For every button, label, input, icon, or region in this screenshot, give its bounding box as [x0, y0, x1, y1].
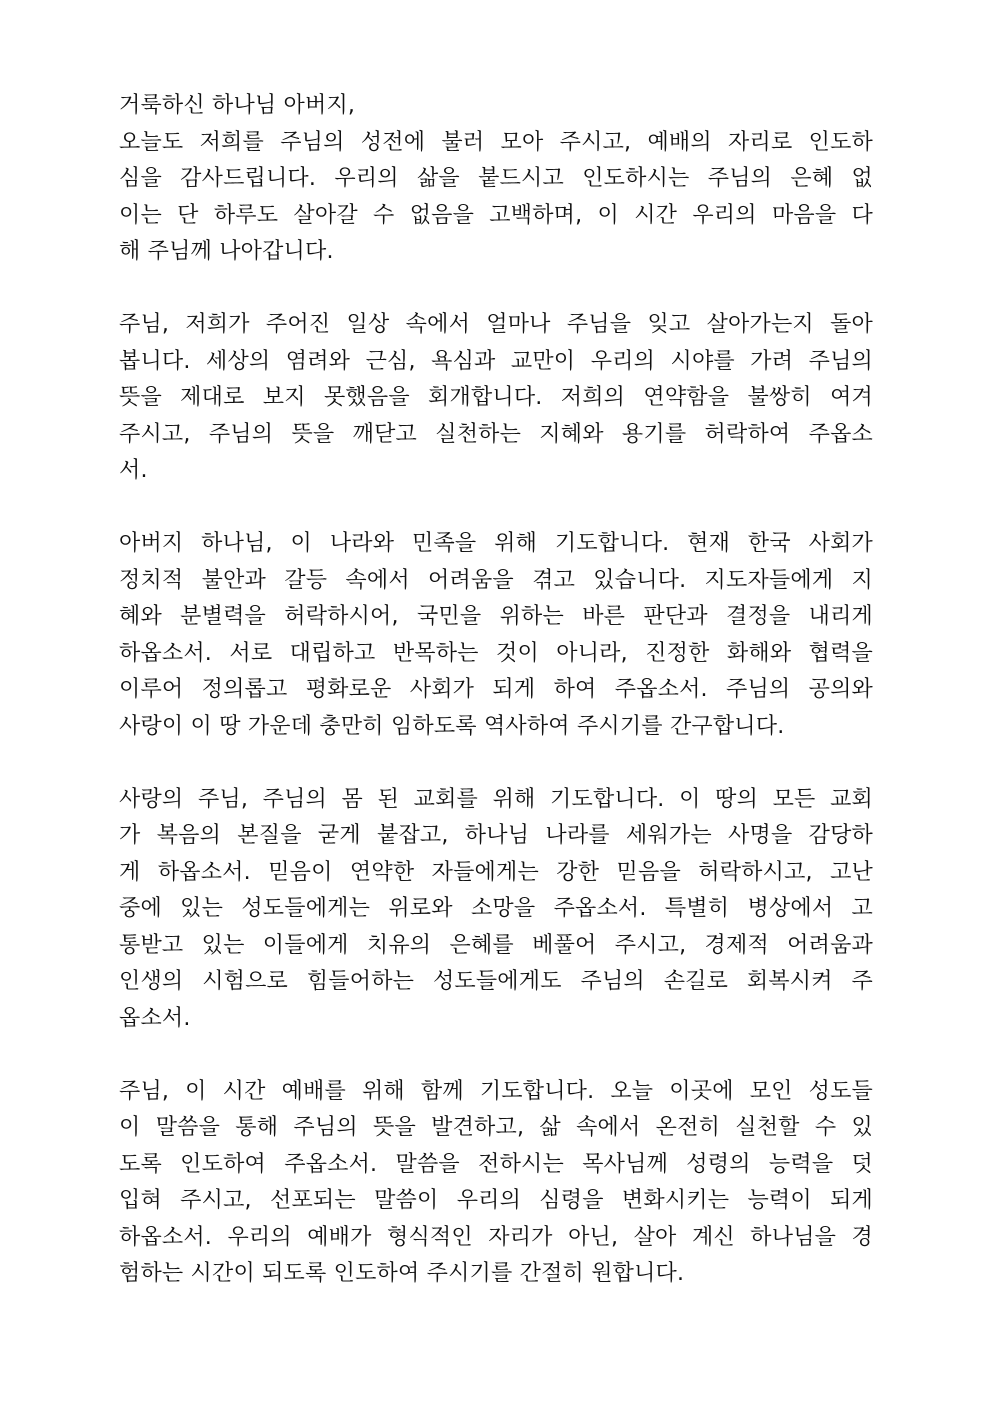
text-line: 정치적 불안과 갈등 속에서 어려움을 겪고 있습니다. 지도자들에게 지 — [119, 567, 873, 593]
paragraph-2 — [119, 307, 873, 490]
text-line: 심을 감사드립니다. 우리의 삶을 붙드시고 인도하시는 주님의 은혜 없 — [119, 166, 873, 191]
text-line: 이루어 정의롭고 평화로운 사회가 되게 하여 주옵소서. 주님의 공의와 — [119, 677, 873, 702]
paragraph-4 — [119, 782, 873, 1038]
text-line: 이 말씀을 통해 주님의 뜻을 발견하고, 삶 속에서 온전히 실천할 수 있 — [119, 1115, 873, 1140]
text-line: 사랑이 이 땅 가운데 충만히 임하도록 역사하여 주시기를 간구합니다. — [119, 713, 785, 739]
text-line: 중에 있는 성도들에게는 위로와 소망을 주옵소서. 특별히 병상에서 고 — [119, 896, 873, 921]
paragraph-5 — [119, 1074, 873, 1293]
text-line: 오늘도 저희를 주님의 성전에 불러 모아 주시고, 예배의 자리로 인도하 — [119, 129, 873, 155]
text-line: 거룩하신 하나님 아버지, — [119, 93, 356, 118]
text-line: 주님, 저희가 주어진 일상 속에서 얼마나 주님을 잊고 살아가는지 돌아 — [119, 312, 873, 337]
text-line: 뜻을 제대로 보지 못했음을 회개합니다. 저희의 연약함을 불쌍히 여겨 — [119, 385, 873, 410]
text-line: 입혀 주시고, 선포되는 말씀이 우리의 심령을 변화시키는 능력이 되게 — [119, 1188, 873, 1213]
text-line: 아버지 하나님, 이 나라와 민족을 위해 기도합니다. 현재 한국 사회가 — [119, 531, 873, 556]
text-line: 주님, 이 시간 예배를 위해 함께 기도합니다. 오늘 이곳에 모인 성도들 — [119, 1078, 873, 1104]
paragraph-1 — [119, 88, 873, 271]
text-line: 서. — [119, 458, 148, 483]
text-line: 주시고, 주님의 뜻을 깨닫고 실천하는 지혜와 용기를 허락하여 주옵소 — [119, 421, 873, 447]
text-line: 봅니다. 세상의 염려와 근심, 욕심과 교만이 우리의 시야를 가려 주님의 — [119, 348, 873, 374]
prayer-text — [119, 88, 873, 1329]
text-line: 이는 단 하루도 살아갈 수 없음을 고백하며, 이 시간 우리의 마음을 다 — [119, 202, 873, 228]
text-line: 옵소서. — [119, 1005, 191, 1031]
text-line: 하옵소서. 서로 대립하고 반목하는 것이 아니라, 진정한 화해와 협력을 — [119, 640, 873, 666]
text-line: 험하는 시간이 되도록 인도하여 주시기를 간절히 원합니다. — [119, 1261, 685, 1286]
text-line: 가 복음의 본질을 굳게 붙잡고, 하나님 나라를 세워가는 사명을 감당하 — [119, 823, 873, 848]
text-line: 게 하옵소서. 믿음이 연약한 자들에게는 강한 믿음을 허락하시고, 고난 — [119, 859, 873, 885]
text-line: 하옵소서. 우리의 예배가 형식적인 자리가 아닌, 살아 계신 하나님을 경 — [119, 1224, 873, 1250]
text-line: 해 주님께 나아갑니다. — [119, 239, 334, 264]
text-line: 인생의 시험으로 힘들어하는 성도들에게도 주님의 손길로 회복시켜 주 — [119, 969, 873, 994]
text-line: 통받고 있는 이들에게 치유의 은혜를 베풀어 주시고, 경제적 어려움과 — [119, 932, 873, 958]
paragraph-3 — [119, 526, 873, 745]
text-line: 도록 인도하여 주옵소서. 말씀을 전하시는 목사님께 성령의 능력을 덧 — [119, 1151, 873, 1177]
text-line: 사랑의 주님, 주님의 몸 된 교회를 위해 기도합니다. 이 땅의 모든 교회 — [119, 786, 873, 812]
text-line: 혜와 분별력을 허락하시어, 국민을 위하는 바른 판단과 결정을 내리게 — [119, 604, 873, 629]
